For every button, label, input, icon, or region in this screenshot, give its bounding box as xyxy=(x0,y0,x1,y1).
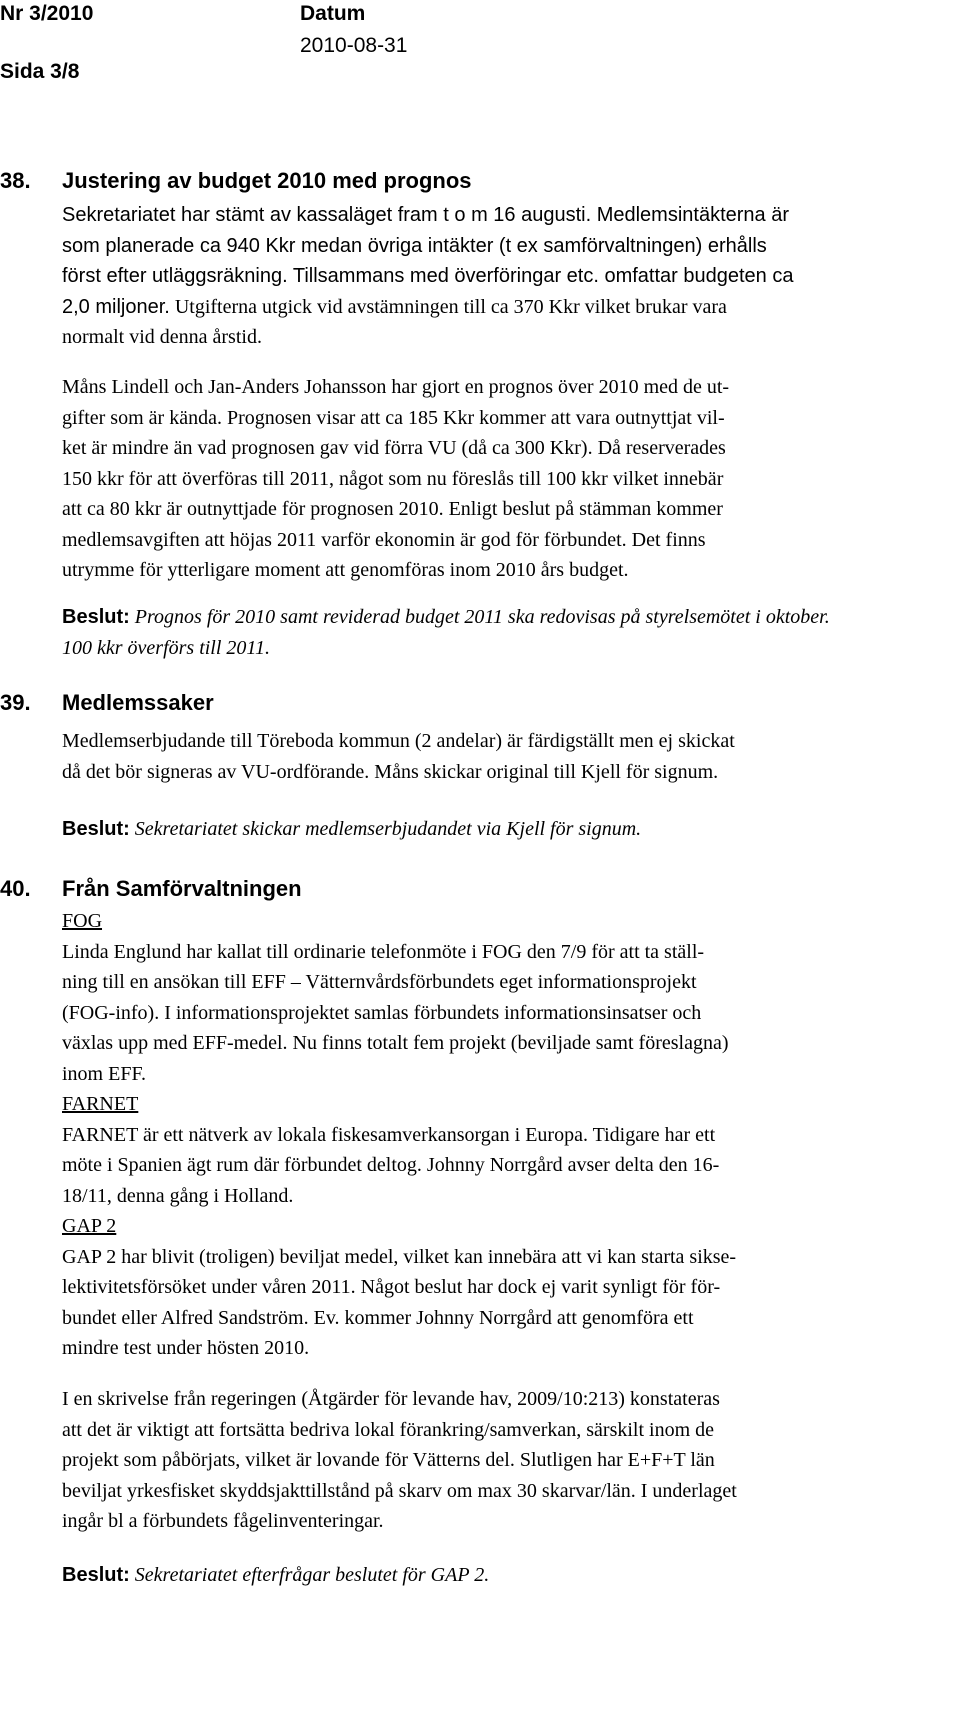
text-line: Linda Englund har kallat till ordinarie telefonmöte i FOG den 7/9 för att ta ställ- xyxy=(62,940,705,963)
section-38-paragraph-1 xyxy=(62,200,942,353)
subheading-fog: FOG xyxy=(62,910,103,932)
text-line: lektivitetsförsöket under våren 2011. Något beslut har dock ej varit synligt för för- xyxy=(62,1276,721,1298)
section-39-title: Medlemssaker xyxy=(62,690,214,715)
text-fragment: 2,0 miljoner. xyxy=(62,295,170,318)
text-line: Måns Lindell och Jan-Anders Johansson har gjort en prognos över 2010 med de ut- xyxy=(62,376,730,398)
decision-text: Sekretariatet efterfrågar beslutet för GAP 2. xyxy=(129,1564,490,1586)
text-line: 18/11, denna gång i Holland. xyxy=(62,1184,294,1207)
text-line: utrymme för ytterligare moment att genomföras inom 2010 års budget. xyxy=(62,559,629,581)
section-40-heading xyxy=(0,876,302,902)
text-line: bundet eller Alfred Sandström. Ev. kommer Johnny Norrgård att genomföra ett xyxy=(62,1306,694,1329)
decision-text: Prognos för 2010 samt reviderad budget 2011 ska redovisas på styrelsemötet i oktober. xyxy=(129,606,830,628)
text-line: projekt som påbörjats, vilket är lovande för Vätterns del. Slutligen har E+F+T län xyxy=(62,1449,715,1471)
doc-number: Nr 3/2010 xyxy=(0,2,94,25)
text-line xyxy=(62,602,942,633)
section-38-decision xyxy=(62,602,942,663)
text-line xyxy=(62,1560,942,1591)
text-line: att ca 80 kkr är outnyttjade för prognosen 2010. Enligt beslut på stämman kommer xyxy=(62,498,723,520)
decision-label: Beslut: xyxy=(62,606,130,628)
text-line xyxy=(62,292,942,323)
text-line: medlemsavgiften att höjas 2011 varför ekonomin är god för förbundet. Det finns xyxy=(62,528,706,551)
decision-label: Beslut: xyxy=(62,1564,130,1586)
text-line: normalt vid denna årstid. xyxy=(62,326,262,348)
text-line: först efter utläggsräkning. Tillsammans med överföringar etc. omfattar budgeten ca xyxy=(62,265,794,287)
text-line: ket är mindre än vad prognosen gav vid förra VU (då ca 300 Kkr). Då reserverades xyxy=(62,437,726,459)
text-line: inom EFF. xyxy=(62,1062,146,1085)
text-line: 150 kkr för att överföras till 2011, något som nu föreslås till 100 kkr vilket innebär xyxy=(62,467,724,490)
text-line: möte i Spanien ägt rum där förbundet deltog. Johnny Norrgård avser delta den 16- xyxy=(62,1154,720,1176)
date-value: 2010-08-31 xyxy=(300,34,408,57)
text-line: I en skrivelse från regeringen (Åtgärder för levande hav, 2009/10:213) konstateras xyxy=(62,1388,720,1410)
page-indicator: Sida 3/8 xyxy=(0,60,80,83)
subheading-farnet: FARNET xyxy=(62,1093,139,1115)
text-line: FARNET är ett nätverk av lokala fiskesamverkansorgan i Europa. Tidigare har ett xyxy=(62,1123,716,1146)
text-line: Sekretariatet har stämt av kassaläget fram t o m 16 augusti. Medlemsintäkterna är xyxy=(62,204,789,226)
text-line: beviljat yrkesfisket skyddsjakttillstånd på skarv om max 30 skarvar/län. I underlaget xyxy=(62,1479,737,1502)
section-40-fog xyxy=(62,906,942,1364)
decision-text: Sekretariatet skickar medlemserbjudandet via Kjell för signum. xyxy=(129,818,642,840)
text-line: Medlemserbjudande till Töreboda kommun (2 andelar) är färdigställt men ej skickat xyxy=(62,730,735,752)
section-38-number: 38. xyxy=(0,168,31,193)
section-38-heading xyxy=(0,168,472,194)
section-39-number: 39. xyxy=(0,690,31,715)
section-39-decision xyxy=(62,814,942,845)
date-label: Datum xyxy=(300,2,366,25)
text-line: ingår bl a förbundets fågelinventeringar. xyxy=(62,1510,384,1532)
section-40-regeringen xyxy=(62,1384,942,1537)
text-line: gifter som är kända. Prognosen visar att ca 185 Kkr kommer att vara outnyttjat vil- xyxy=(62,406,725,429)
text-fragment: Utgifterna utgick vid avstämningen till ca 370 Kkr vilket brukar vara xyxy=(169,295,727,318)
decision-text: 100 kkr överförs till 2011. xyxy=(62,636,270,659)
text-line: ning till en ansökan till EFF – Vätternvårdsförbundets eget informationsprojekt xyxy=(62,971,697,993)
subheading-gap2: GAP 2 xyxy=(62,1215,117,1237)
section-40-number: 40. xyxy=(0,876,31,901)
text-line: GAP 2 har blivit (troligen) beviljat medel, vilket kan innebära att vi kan starta sikse- xyxy=(62,1245,737,1268)
section-39-heading xyxy=(0,690,214,716)
text-line: (FOG-info). I informationsprojektet samlas förbundets informationsinsatser och xyxy=(62,1001,702,1024)
text-line: mindre test under hösten 2010. xyxy=(62,1337,310,1359)
section-38-paragraph-2 xyxy=(62,372,942,586)
decision-label: Beslut: xyxy=(62,818,130,840)
text-line: att det är viktigt att fortsätta bedriva lokal förankring/samverkan, särskilt inom de xyxy=(62,1418,715,1441)
text-line: växlas upp med EFF-medel. Nu finns totalt fem projekt (beviljade samt föreslagna) xyxy=(62,1032,729,1054)
text-line: som planerade ca 940 Kkr medan övriga intäkter (t ex samförvaltningen) erhålls xyxy=(62,234,767,257)
text-line xyxy=(62,814,942,845)
section-38-title: Justering av budget 2010 med prognos xyxy=(62,168,472,193)
text-line: då det bör signeras av VU-ordförande. Måns skickar original till Kjell för signum. xyxy=(62,760,719,783)
section-40-title: Från Samförvaltningen xyxy=(62,876,302,901)
section-40-decision xyxy=(62,1560,942,1591)
section-39-paragraph-1 xyxy=(62,726,942,787)
